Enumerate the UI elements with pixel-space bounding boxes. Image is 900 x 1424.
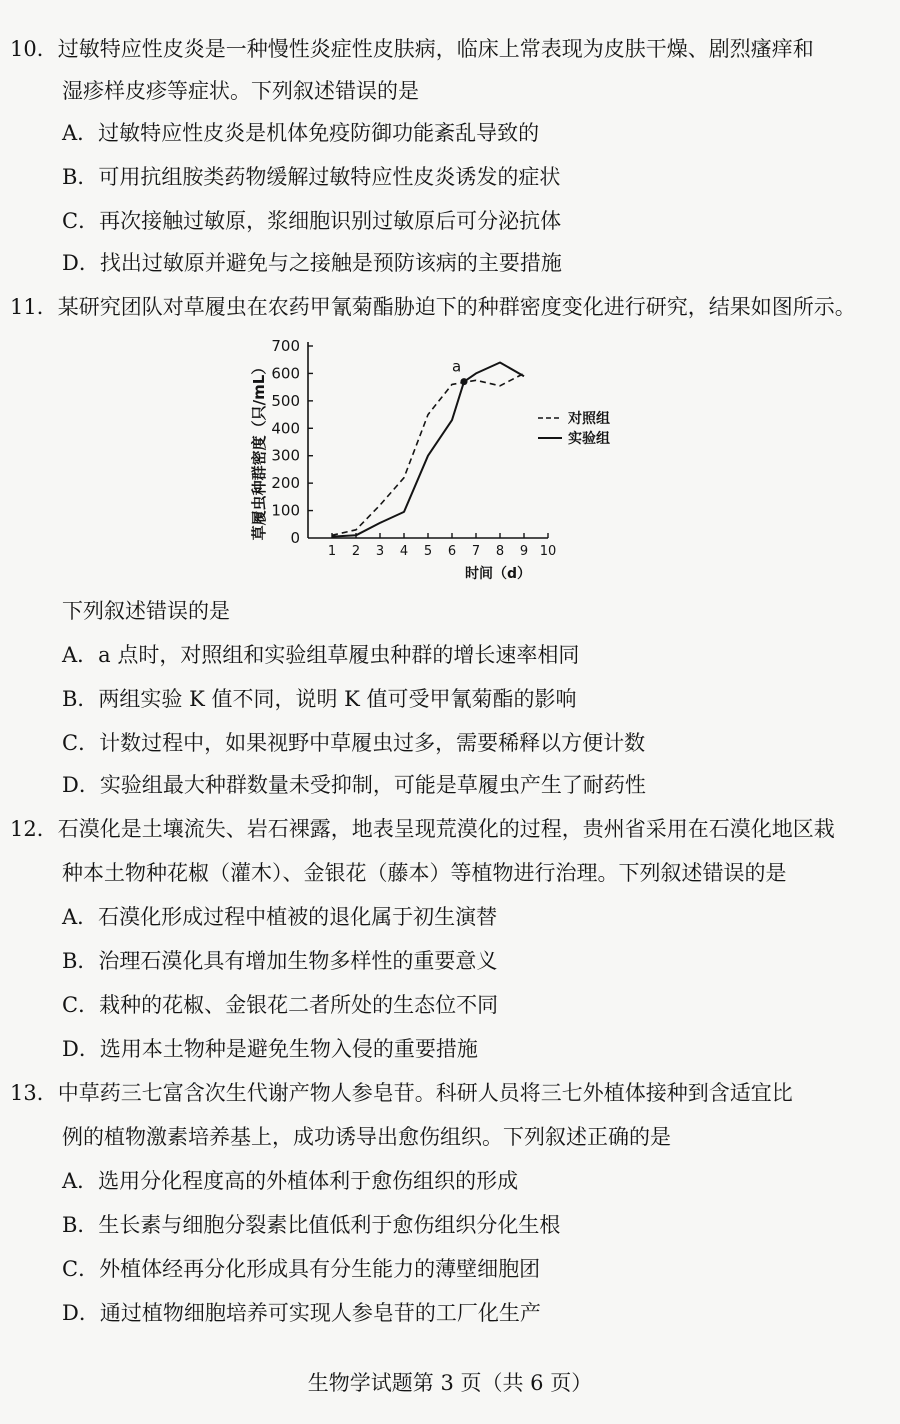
chart-y-tick-label: 700 bbox=[271, 337, 300, 355]
legend-label-experimental: 实验组 bbox=[568, 431, 610, 447]
chart-annotations bbox=[452, 358, 468, 386]
q13-option-c: C．外植体经再分化形成具有分生能力的薄壁细胞团 bbox=[62, 1257, 541, 1281]
q12-option-a: A．石漠化形成过程中植被的退化属于初生演替 bbox=[62, 905, 498, 929]
q11-stem-line2: 下列叙述错误的是 bbox=[62, 599, 230, 623]
chart-series bbox=[332, 363, 524, 537]
q11-option-b: B．两组实验 K 值不同，说明 K 值可受甲氰菊酯的影响 bbox=[62, 687, 577, 711]
q11-option-a: A．a 点时，对照组和实验组草履虫种群的增长速率相同 bbox=[62, 643, 580, 667]
population-density-chart bbox=[236, 330, 656, 590]
chart-x-tick-label: 7 bbox=[471, 544, 481, 559]
chart-x-tick-label: 2 bbox=[351, 544, 361, 559]
q13-option-b: B．生长素与细胞分裂素比值低利于愈伤组织分化生根 bbox=[62, 1213, 561, 1237]
q11-option-c: C．计数过程中，如果视野中草履虫过多，需要稀释以方便计数 bbox=[62, 731, 646, 755]
q10-option-c: C．再次接触过敏原，浆细胞识别过敏原后可分泌抗体 bbox=[62, 209, 562, 233]
chart-x-tick-label: 5 bbox=[423, 544, 433, 559]
q13-option-d: D．通过植物细胞培养可实现人参皂苷的工厂化生产 bbox=[62, 1301, 541, 1325]
series-line-experimental bbox=[332, 363, 524, 537]
chart-y-tick-label: 200 bbox=[271, 474, 300, 493]
q10-stem-line2: 湿疹样皮疹等症状。下列叙述错误的是 bbox=[62, 79, 419, 103]
chart-x-tick-label: 3 bbox=[375, 544, 385, 559]
chart-y-axis-label: 草履虫种群密度（只/mL） bbox=[250, 359, 268, 541]
chart-x-tick-label: 4 bbox=[399, 544, 409, 559]
chart-svg bbox=[236, 330, 656, 590]
q12-option-c: C．栽种的花椒、金银花二者所处的生态位不同 bbox=[62, 993, 499, 1017]
q11-option-d: D．实验组最大种群数量未受抑制，可能是草履虫产生了耐药性 bbox=[62, 773, 646, 797]
q13-stem-line1: 13．中草药三七富含次生代谢产物人参皂苷。科研人员将三七外植体接种到含适宜比 bbox=[10, 1081, 793, 1105]
chart-x-tick-label: 8 bbox=[495, 544, 505, 559]
q12-option-b: B．治理石漠化具有增加生物多样性的重要意义 bbox=[62, 949, 498, 973]
q11-stem-line1: 11．某研究团队对草履虫在农药甲氰菊酯胁迫下的种群密度变化进行研究，结果如图所示。 bbox=[10, 295, 856, 319]
chart-x-axis-label: 时间（d） bbox=[464, 566, 532, 582]
chart-x-tick-label: 10 bbox=[539, 544, 557, 559]
q12-stem-line1: 12．石漠化是土壤流失、岩石裸露，地表呈现荒漠化的过程，贵州省采用在石漠化地区栽 bbox=[10, 817, 835, 841]
q12-option-d: D．选用本土物种是避免生物入侵的重要措施 bbox=[62, 1037, 478, 1061]
q10-option-b: B．可用抗组胺类药物缓解过敏特应性皮炎诱发的症状 bbox=[62, 165, 561, 189]
q12-stem-line2: 种本土物种花椒（灌木）、金银花（藤本）等植物进行治理。下列叙述错误的是 bbox=[62, 861, 787, 885]
chart-y-tick-label: 400 bbox=[271, 419, 300, 438]
chart-x-tick-label: 1 bbox=[327, 544, 337, 559]
chart-axes bbox=[308, 342, 548, 538]
q10-stem-line1: 10．过敏特应性皮炎是一种慢性炎症性皮肤病，临床上常表现为皮肤干燥、剧烈瘙痒和 bbox=[10, 37, 814, 61]
q13-option-a: A．选用分化程度高的外植体利于愈伤组织的形成 bbox=[62, 1169, 519, 1193]
q10-option-a: A．过敏特应性皮炎是机体免疫防御功能紊乱导致的 bbox=[62, 121, 540, 145]
annotation-point-a bbox=[461, 378, 468, 385]
chart-y-tick-label: 500 bbox=[271, 391, 300, 410]
chart-legend bbox=[538, 410, 610, 447]
chart-y-tick-label: 0 bbox=[290, 529, 300, 547]
legend-label-control: 对照组 bbox=[568, 411, 610, 427]
q13-stem-line2: 例的植物激素培养基上，成功诱导出愈伤组织。下列叙述正确的是 bbox=[62, 1125, 671, 1149]
chart-y-tick-label: 100 bbox=[271, 501, 300, 520]
page-footer: 生物学试题第 3 页（共 6 页） bbox=[307, 1371, 593, 1395]
chart-x-tick-label: 6 bbox=[447, 544, 457, 559]
chart-y-tick-label: 600 bbox=[271, 364, 300, 383]
annotation-label-a: a bbox=[452, 357, 462, 376]
q10-option-d: D．找出过敏原并避免与之接触是预防该病的主要措施 bbox=[62, 251, 562, 275]
chart-y-tick-label: 300 bbox=[271, 446, 300, 465]
chart-x-tick-label: 9 bbox=[519, 544, 529, 559]
